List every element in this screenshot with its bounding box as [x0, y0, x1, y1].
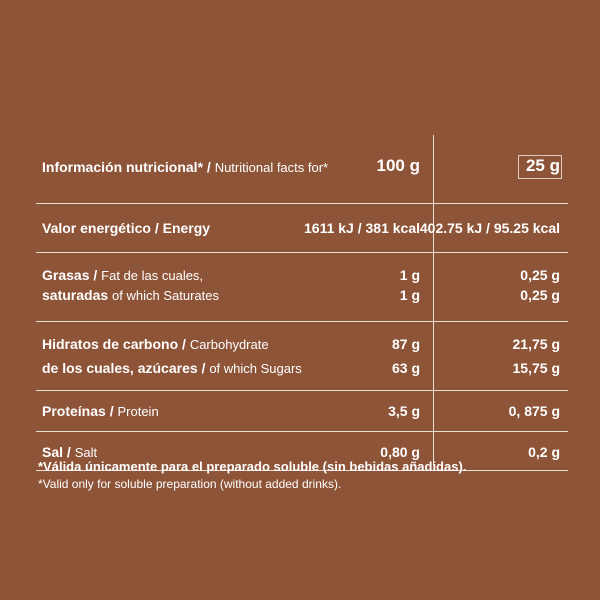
protein-label [42, 401, 159, 422]
energy-row [36, 204, 568, 252]
carbs-value-portion: 21,75 g [512, 336, 560, 352]
carbs-value-100: 87 g [391, 336, 420, 352]
fat-value-100: 1 g [399, 267, 420, 283]
sugars-label-es: de los cuales, azúcares / [42, 360, 206, 376]
saturates-label-es: saturadas [42, 287, 109, 303]
header-row [36, 135, 568, 203]
carbs-label-en: Carbohydrate [189, 337, 269, 352]
energy-value-portion: 402.75 kJ / 95.25 kcal [419, 220, 560, 236]
salt-label-en: Salt [74, 445, 98, 460]
sugars-label-en: of which Sugars [209, 361, 302, 376]
energy-value-100: 1611 kJ / 381 kcal [304, 220, 420, 236]
footnote-es: *Válida únicamente para el preparado soluble (sin bebidas añadidas). [38, 459, 467, 474]
sugars-label [42, 358, 302, 379]
carbs-label [42, 334, 269, 355]
energy-label: Valor energético / Energy [42, 220, 211, 236]
fat-label [42, 265, 203, 286]
header-label-en: Nutritional facts for* [214, 160, 329, 175]
nutrition-table [36, 135, 568, 471]
salt-value-portion: 0,2 g [528, 444, 560, 460]
saturates-label [42, 285, 219, 306]
carbs-row [36, 322, 568, 390]
carbs-label-es: Hidratos de carbono / [42, 336, 186, 352]
saturates-value-portion: 0,25 g [520, 287, 560, 303]
salt-label-es: Sal / [42, 444, 71, 460]
protein-value-100: 3,5 g [388, 403, 420, 419]
header-col-portion: 25 g [525, 156, 560, 175]
footnotes [38, 458, 568, 493]
protein-value-portion: 0, 875 g [508, 403, 560, 419]
saturates-value-100: 1 g [399, 287, 420, 303]
sugars-value-portion: 15,75 g [512, 360, 560, 376]
fat-label-en: Fat de las cuales, [101, 268, 204, 283]
header-label [42, 157, 328, 178]
saturates-label-en: of which Saturates [112, 288, 219, 303]
protein-label-es: Proteínas / [42, 403, 114, 419]
fat-value-portion: 0,25 g [520, 267, 560, 283]
header-col-100: 100 g [376, 156, 420, 175]
fat-row [36, 253, 568, 321]
salt-value-100: 0,80 g [380, 444, 420, 460]
header-label-es: Información nutricional* / [42, 159, 211, 175]
protein-label-en: Protein [117, 404, 159, 419]
fat-label-es: Grasas / [42, 267, 98, 283]
footnote-en: *Valid only for soluble preparation (without added drinks). [38, 477, 342, 491]
protein-row [36, 391, 568, 431]
sugars-value-100: 63 g [391, 360, 420, 376]
